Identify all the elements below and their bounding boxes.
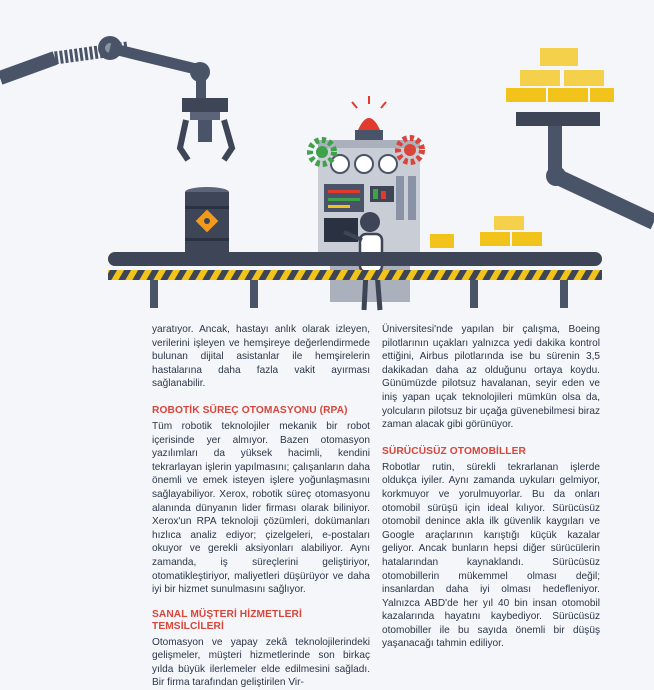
robot-arm-icon (0, 36, 210, 100)
right-column (382, 323, 600, 651)
alarm-light-icon (352, 96, 386, 140)
gripper-icon (180, 98, 232, 160)
section-heading-virtual-agents: SANAL MÜŞTERİ HİZMETLERİ TEMSİLCİLERİ (152, 608, 302, 632)
right-intro-paragraph: Üniversitesi'nde yapılan bir çalışma, Boeing pilotlarının uçakları yalnızca yedi dakika kontrol ettiğini, Airbus pilotlarında ise bu sürenin 3,5 dakikadan daha az olduğunu ortaya koydu. Günümüzde pilotsuz havalanan, seyir eden ve iniş yapan uçak teknolojileri mümkün olsa da, yolcuların pilotsuz bir uçağa güvenebilmesi biraz zaman alacak gibi görünüyor. (382, 324, 600, 431)
robot-arm-icon (516, 112, 654, 222)
driverless-cars-paragraph: Robotlar rutin, sürekli tekrarlanan işlerde oldukça iyiler. Aynı zamanda uykuları gelmiyor, korkmuyor ve yorulmuyorlar. Bu da onları otomobil sürüşü için ideal kılıyor. Sürücüsüz otomobil denince akla ilk güvenlik kaygıları ve Google araçlarının karıştığı küçük kazalar geliyor. Ancak bunların hepsi diğer sürücülerin hatalarından kaynaklandı. Sürücüsüz otomobillerin mükemmel olması değil; insanlardan daha iyi olması hedefleniyor. Yalnızca ABD'de her yıl 40 bin insan otomobil kazalarında hayatını kaybediyor. Sürücüsüz otomobiller ile bu sayıda önemli bir düşüş yaşanacağı tahmin ediliyor. (382, 461, 600, 650)
gold-bars-icon (430, 48, 614, 248)
section-heading-rpa: ROBOTİK SÜREÇ OTOMASYONU (RPA) (152, 404, 348, 416)
oil-barrel-icon (185, 187, 229, 254)
left-column (152, 323, 370, 690)
section-heading-driverless-cars: SÜRÜCÜSÜZ OTOMOBİLLER (382, 445, 526, 457)
left-intro-paragraph: yaratıyor. Ancak, hastayı anlık olarak izleyen, verilerini işleyen ve hemşireye değerlendirmede bulunan dijital asistanlar ile hemşirelerin hastalarına daha fazla vakit ayırması sağlanabilir. (152, 324, 370, 390)
virtual-agents-paragraph: Otomasyon ve yapay zekâ teknolojilerindeki gelişmeler, müşteri hizmetlerinde son birkaç yılda büyük ilerlemeler elde edilmesini sağladı. Bir firma tarafından geliştirilen Vir- (152, 636, 370, 689)
factory-illustration (0, 0, 654, 318)
rpa-paragraph: Tüm robotik teknolojiler mekanik bir robot içerisinde yer almıyor. Bazen otomasyon yazılımları da yüksek hacimli, kendini tekrarlayan işlerin yapılmasını; çalışanların daha önemli ve emek isteyen işlere yoğunlaşmasını sağlayabiliyor. Xerox, robotik süreç otomasyonu alanında dünyanın lider firması olarak biliniyor. Xerox'un RPA teknoloji çözümleri, dokümanları hızlıca analiz ediyor; çizelgeleri, e-postaları okuyor ve gerekli aksiyonları alabiliyor. Aynı zamanda, iş süreçlerini geliştiriyor, otomatikleştiriyor, maliyetleri düşürüyor ve daha iyi bir hizmet sunulmasını sağlıyor. (152, 420, 370, 596)
